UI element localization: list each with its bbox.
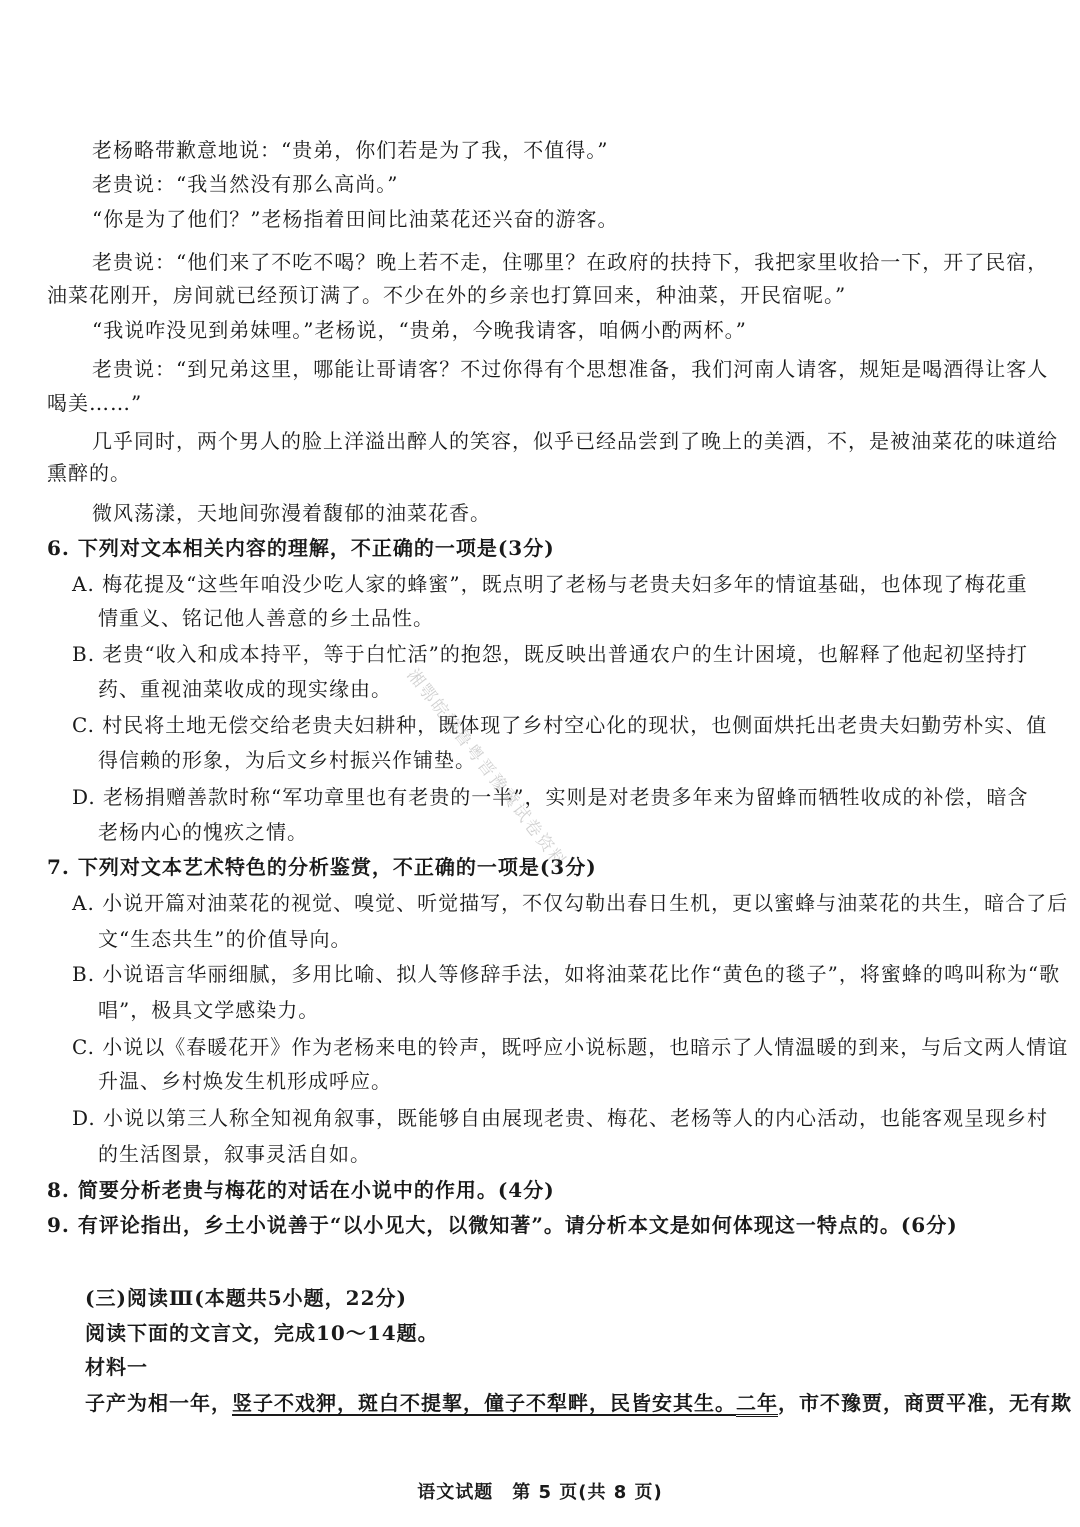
question-6-option-d: 老杨内心的愧疚之情。 bbox=[98, 820, 308, 844]
question-7-option-a: A. 小说开篇对油菜花的视觉、嗅觉、听觉描写，不仅勾勒出春日生机，更以蜜蜂与油菜花的共生，暗合了后 bbox=[72, 891, 1069, 915]
question-9: 9. 有评论指出，乡土小说善于“以小见大，以微知著”。请分析本文是如何体现这一特点的。(6分) bbox=[47, 1213, 958, 1237]
classical-text-plain: ，市不豫贾，商贾平准，无有欺 bbox=[778, 1391, 1072, 1415]
question-7-stem: 7. 下列对文本艺术特色的分析鉴赏，不正确的一项是(3分) bbox=[47, 855, 597, 879]
paragraph: “你是为了他们？”老杨指着田间比油菜花还兴奋的游客。 bbox=[92, 207, 619, 231]
material-label: 材料一 bbox=[85, 1355, 148, 1379]
question-6-option-a: A. 梅花提及“这些年咱没少吃人家的蜂蜜”，既点明了老杨与老贵夫妇多年的情谊基础，也体现了梅花重 bbox=[72, 572, 1028, 596]
question-6-option-d: D. 老杨捐赠善款时称“军功章里也有老贵的一半”，实则是对老贵多年来为留蜂而牺牲收成的补偿，暗含 bbox=[72, 785, 1029, 809]
question-6-stem: 6. 下列对文本相关内容的理解，不正确的一项是(3分) bbox=[47, 536, 555, 560]
question-7-option-c: 升温、乡村焕发生机形成呼应。 bbox=[98, 1069, 392, 1093]
question-6-option-b: 药、重视油菜收成的现实缘由。 bbox=[98, 677, 392, 701]
paragraph: 微风荡漾，天地间弥漫着馥郁的油菜花香。 bbox=[92, 501, 491, 525]
classical-text-plain: 子产为相一年， bbox=[85, 1391, 232, 1415]
question-7-option-b: 唱”，极具文学感染力。 bbox=[98, 998, 320, 1022]
classical-text-double-underlined: 二年 bbox=[736, 1391, 778, 1415]
section-heading: (三)阅读Ⅲ(本题共5小题，22分) bbox=[85, 1286, 407, 1310]
question-6-option-c: 得信赖的形象，为后文乡村振兴作铺垫。 bbox=[98, 748, 476, 772]
classical-text-line bbox=[85, 1391, 1072, 1415]
page-footer: 语文试题 第 5 页(共 8 页) bbox=[417, 1482, 663, 1503]
paragraph: 熏醉的。 bbox=[47, 461, 131, 485]
question-7-option-c: C. 小说以《春暖花开》作为老杨来电的铃声，既呼应小说标题，也暗示了人情温暖的到来，与后文两人情谊 bbox=[72, 1035, 1069, 1059]
classical-text-underlined: 竖子不戏狎，斑白不提挈，僮子不犁畔，民皆安其生。 bbox=[232, 1391, 736, 1415]
question-7-option-a: 文“生态共生”的价值导向。 bbox=[98, 927, 352, 951]
paragraph: 老贵说：“到兄弟这里，哪能让哥请客？不过你得有个思想准备，我们河南人请客，规矩是喝酒得让客人 bbox=[92, 357, 1049, 381]
paragraph: “我说咋没见到弟妹哩。”老杨说，“贵弟，今晚我请客，咱俩小酌两杯。” bbox=[92, 318, 747, 342]
paragraph: 老贵说：“他们来了不吃不喝？晚上若不走，住哪里？在政府的扶持下，我把家里收拾一下，开了民宿， bbox=[92, 250, 1049, 274]
question-7-option-d: D. 小说以第三人称全知视角叙事，既能够自由展现老贵、梅花、老杨等人的内心活动，也能客观呈现乡村 bbox=[72, 1106, 1049, 1130]
question-6-option-b: B. 老贵“收入和成本持平，等于白忙活”的抱怨，既反映出普通农户的生计困境，也解释了他起初坚持打 bbox=[72, 642, 1028, 666]
paragraph: 几乎同时，两个男人的脸上洋溢出醉人的笑容，似乎已经品尝到了晚上的美酒，不，是被油菜花的味道给 bbox=[92, 429, 1058, 453]
paragraph: 老贵说：“我当然没有那么高尚。” bbox=[92, 172, 399, 196]
section-instruction: 阅读下面的文言文，完成10～14题。 bbox=[85, 1321, 439, 1345]
question-6-option-a: 情重义、铭记他人善意的乡土品性。 bbox=[98, 606, 434, 630]
question-7-option-b: B. 小说语言华丽细腻，多用比喻、拟人等修辞手法，如将油菜花比作“黄色的毯子”，将蜜蜂的鸣叫称为“歌 bbox=[72, 962, 1061, 986]
watermark: 湘鄂皖赣鲁粤晋豫冀试卷资料 bbox=[402, 665, 571, 873]
paragraph: 老杨略带歉意地说：“贵弟，你们若是为了我，不值得。” bbox=[92, 138, 609, 162]
question-6-option-c: C. 村民将土地无偿交给老贵夫妇耕种，既体现了乡村空心化的现状，也侧面烘托出老贵夫妇勤劳朴实、值 bbox=[72, 713, 1048, 737]
paragraph: 喝美……” bbox=[47, 391, 143, 415]
paragraph: 油菜花刚开，房间就已经预订满了。不少在外的乡亲也打算回来，种油菜，开民宿呢。” bbox=[47, 283, 847, 307]
question-8: 8. 简要分析老贵与梅花的对话在小说中的作用。(4分) bbox=[47, 1178, 555, 1202]
question-7-option-d: 的生活图景，叙事灵活自如。 bbox=[98, 1142, 371, 1166]
